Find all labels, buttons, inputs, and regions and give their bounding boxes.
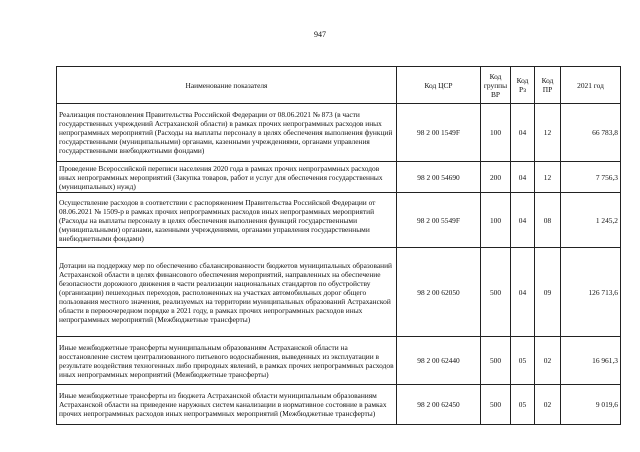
row-vr: 200 [481, 162, 511, 193]
row-name: Реализация постановления Правительства Российской Федерации от 08.06.2021 № 873 (в части государственных учреждений Астраханской области) в рамках прочих непрограммных расходов иных непрограммных мероприятий (Расходы на выплаты персоналу в целях обеспечения выполнения функций государственными (муниципальными) органами, казенными учреждениями, органами управления государственными внебюджетными фондами) [57, 104, 397, 162]
row-name: Проведение Всероссийской переписи населения 2020 года в рамках прочих непрограммных расходов иных непрограммных мероприятий (Закупка товаров, работ и услуг для обеспечения государственных (муниципальных) нужд) [57, 162, 397, 193]
row-vr: 100 [481, 193, 511, 248]
row-pr: 02 [535, 337, 561, 385]
header-year: 2021 год [561, 67, 621, 104]
row-amount: 1 245,2 [561, 193, 621, 248]
row-pr: 02 [535, 385, 561, 425]
row-name: Осуществление расходов в соответствии с распоряжением Правительства Российской Федерации от 08.06.2021 № 1509-р в рамках прочих непрограммных расходов иных непрограммных мероприятий (Расходы на выплаты персоналу в целях обеспечения выполнения функций государственными (муниципальными) органами, казенными учреждениями, органами управления государственными внебюджетными фондами) [57, 193, 397, 248]
row-pr: 09 [535, 248, 561, 337]
row-amount: 9 019,6 [561, 385, 621, 425]
row-amount: 16 961,3 [561, 337, 621, 385]
header-csr: Код ЦСР [397, 67, 481, 104]
table-row [57, 193, 621, 248]
row-rz: 04 [511, 162, 535, 193]
table-row [57, 162, 621, 193]
row-pr: 08 [535, 193, 561, 248]
row-vr: 500 [481, 385, 511, 425]
table-row [57, 337, 621, 385]
header-name: Наименование показателя [57, 67, 397, 104]
table-row [57, 104, 621, 162]
row-vr: 500 [481, 337, 511, 385]
row-rz: 04 [511, 248, 535, 337]
row-rz: 05 [511, 385, 535, 425]
row-csr: 98 2 00 1549F [397, 104, 481, 162]
row-csr: 98 2 00 62050 [397, 248, 481, 337]
row-vr: 100 [481, 104, 511, 162]
table-row [57, 248, 621, 337]
budget-table [56, 66, 621, 425]
row-pr: 12 [535, 162, 561, 193]
row-csr: 98 2 00 5549F [397, 193, 481, 248]
page-number: 947 [314, 30, 326, 39]
row-amount: 66 783,8 [561, 104, 621, 162]
row-amount: 7 756,3 [561, 162, 621, 193]
header-pr: Код ПР [535, 67, 561, 104]
row-rz: 04 [511, 193, 535, 248]
row-csr: 98 2 00 62450 [397, 385, 481, 425]
row-csr: 98 2 00 62440 [397, 337, 481, 385]
row-name: Иные межбюджетные трансферты муниципальным образованиям Астраханской области на восстановление систем централизованного питьевого водоснабжения, выведенных из эксплуатации в результате воздействия техногенных либо природных явлений, в рамках прочих непрограммных расходов иных непрограммных мероприятий (Межбюджетные трансферты) [57, 337, 397, 385]
header-vr: Код группы ВР [481, 67, 511, 104]
table-header-row [57, 67, 621, 104]
row-name: Иные межбюджетные трансферты из бюджета Астраханской области муниципальным образованиям Астраханской области на приведение наружных систем канализации в нормативное состояние в рамках прочих непрограммных расходов иных непрограммных мероприятий (Межбюджетные трансферты) [57, 385, 397, 425]
header-rz: Код Рз [511, 67, 535, 104]
row-amount: 126 713,6 [561, 248, 621, 337]
row-csr: 98 2 00 54690 [397, 162, 481, 193]
table-row [57, 385, 621, 425]
row-name: Дотации на поддержку мер по обеспечению сбалансированности бюджетов муниципальных образований Астраханской области в целях финансового обеспечения мероприятий, направленных на обеспечение безопасности дорожного движения в части реализации национальных стандартов по обустройству (организации) пешеходных переходов, расположенных на участках автомобильных дорог общего пользования местного значения, реализуемых на территории муниципальных образований Астраханской области в первоочередном порядке в 2021 году, в рамках прочих непрограммных расходов иных непрограммных мероприятий (Межбюджетные трансферты) [57, 248, 397, 337]
row-vr: 500 [481, 248, 511, 337]
row-rz: 04 [511, 104, 535, 162]
row-pr: 12 [535, 104, 561, 162]
row-rz: 05 [511, 337, 535, 385]
